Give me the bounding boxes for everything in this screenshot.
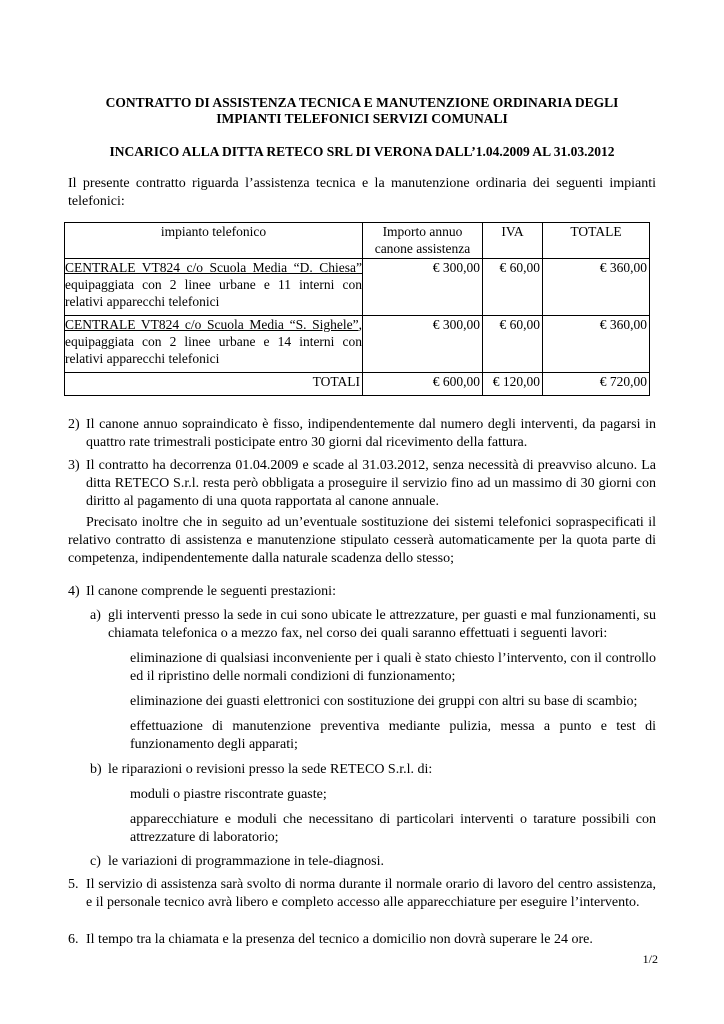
sub-text: le variazioni di programmazione in tele-diagnosi. <box>108 854 385 869</box>
clause-3-note: Precisato inoltre che in seguito ad un’eventuale sostituzione dei sistemi telefonici sopraspecificati il relativo contratto di assistenza e manutenzione stipulato cesserà automaticamente per la quota parte di competenza, indipendentemente dalla naturale scadenza dello stesso; <box>68 515 656 566</box>
clause-2 <box>68 416 656 452</box>
table-totals-row <box>65 373 650 396</box>
sub-text: le riparazioni o revisioni presso la sede RETECO S.r.l. di: <box>108 762 433 777</box>
row-iva: € 60,00 <box>483 316 543 373</box>
header-impianto: impianto telefonico <box>65 223 363 259</box>
row-importo: € 300,00 <box>363 316 483 373</box>
clause-4 <box>68 583 656 601</box>
document-subtitle: INCARICO ALLA DITTA RETECO SRL DI VERONA DALL’1.04.2009 AL 31.03.2012 <box>109 144 615 159</box>
service-item: eliminazione di qualsiasi inconveniente per i quali è stato chiesto l’intervento, con il controllo ed il ripristino delle normali condizioni di funzionamento; <box>130 651 656 684</box>
row-description-underlined: CENTRALE VT824 c/o Scuola Media “S. Sighele” <box>65 317 359 332</box>
row-description-underlined: CENTRALE VT824 c/o Scuola Media “D. Chiesa” <box>65 260 362 275</box>
totals-label: TOTALI <box>65 373 363 396</box>
service-item: apparecchiature e moduli che necessitano di particolari interventi o tarature possibili con attrezzature di laboratorio; <box>130 812 656 845</box>
clause-text: Il tempo tra la chiamata e la presenza del tecnico a domicilio non dovrà superare le 24 ore. <box>86 932 593 947</box>
sub-letter: a) <box>90 608 101 623</box>
clause-text: Il canone comprende le seguenti prestazioni: <box>86 584 336 599</box>
row-iva: € 60,00 <box>483 259 543 316</box>
row-importo: € 300,00 <box>363 259 483 316</box>
document-title <box>64 95 660 127</box>
table-row <box>65 259 650 316</box>
clause-4b <box>90 761 656 779</box>
header-iva: IVA <box>483 223 543 259</box>
clause-6 <box>68 931 656 949</box>
row-totale: € 360,00 <box>543 316 650 373</box>
totals-iva: € 120,00 <box>483 373 543 396</box>
sub-letter: c) <box>90 854 101 869</box>
row-totale: € 360,00 <box>543 259 650 316</box>
clause-4c <box>90 853 656 871</box>
title-line-2: IMPIANTI TELEFONICI SERVIZI COMUNALI <box>216 111 508 126</box>
clause-number: 3) <box>68 458 80 473</box>
row-description <box>65 316 363 373</box>
clause-text: Il canone annuo sopraindicato è fisso, indipendentemente dal numero degli interventi, da pagarsi in quattro rate trimestrali posticipate entro 30 giorni dal ricevimento della fattura. <box>86 417 656 450</box>
intro-paragraph: Il presente contratto riguarda l’assistenza tecnica e la manutenzione ordinaria dei seguenti impianti telefonici: <box>68 176 656 209</box>
row-description-rest: , equipaggiata con 2 linee urbane e 14 interni con relativi apparecchi telefonici <box>65 317 362 366</box>
service-item: moduli o piastre riscontrate guaste; <box>130 787 327 802</box>
clause-5 <box>68 876 656 912</box>
title-line-1: CONTRATTO DI ASSISTENZA TECNICA E MANUTENZIONE ORDINARIA DEGLI <box>105 95 619 110</box>
totals-importo: € 600,00 <box>363 373 483 396</box>
row-description <box>65 259 363 316</box>
sub-letter: b) <box>90 762 102 777</box>
header-importo: Importo annuo canone assistenza <box>363 223 483 259</box>
clause-number: 4) <box>68 584 80 599</box>
page-number: 1/2 <box>642 952 658 966</box>
table-header-row <box>65 223 650 259</box>
header-totale: TOTALE <box>543 223 650 259</box>
clause-number: 2) <box>68 417 80 432</box>
clause-4a <box>90 607 656 643</box>
clause-3 <box>68 457 656 511</box>
service-item: effettuazione di manutenzione preventiva mediante pulizia, messa a punto e test di funzionamento degli apparati; <box>130 719 656 752</box>
totals-totale: € 720,00 <box>543 373 650 396</box>
clause-number: 5. <box>68 877 79 892</box>
table-row <box>65 316 650 373</box>
clause-text: Il contratto ha decorrenza 01.04.2009 e scade al 31.03.2012, senza necessità di preavviso alcuno. La ditta RETECO S.r.l. resta però obbligata a proseguire il servizio fino ad un massimo di 30 giorni con diritto al pagamento di una quota rapportata al canone annuale. <box>86 458 656 509</box>
sub-text: gli interventi presso la sede in cui sono ubicate le attrezzature, per guasti e mal funzionamenti, su chiamata telefonica o a mezzo fax, nel corso dei quali saranno effettuati i seguenti lavori: <box>108 608 656 641</box>
systems-table <box>64 222 650 396</box>
clause-number: 6. <box>68 932 79 947</box>
row-description-rest: equipaggiata con 2 linee urbane e 11 interni con relativi apparecchi telefonici <box>65 277 362 309</box>
clause-text: Il servizio di assistenza sarà svolto di norma durante il normale orario di lavoro del centro assistenza, e il personale tecnico avrà libero e completo accesso alle apparecchiature per eseguire l’intervento. <box>86 877 656 910</box>
service-item: eliminazione dei guasti elettronici con sostituzione dei gruppi con altri su base di scambio; <box>130 694 638 709</box>
